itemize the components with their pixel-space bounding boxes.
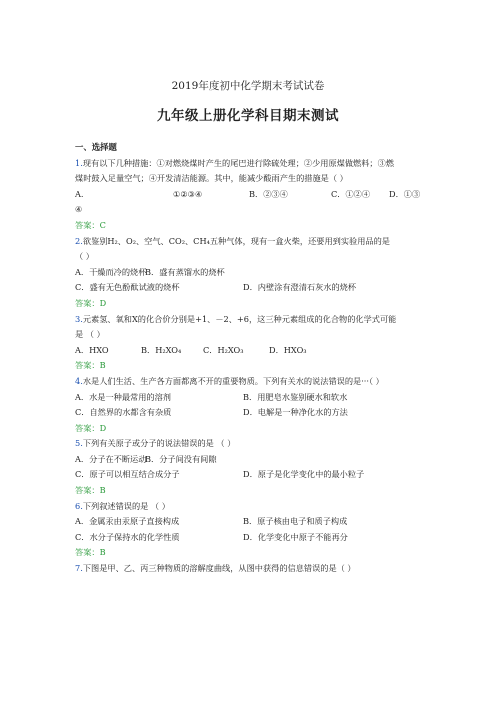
option-b: B．盛有蒸馏水的烧杯 — [145, 266, 225, 277]
options-row — [75, 467, 435, 483]
answer: 答案：D — [75, 422, 107, 433]
option-b: B．分子间没有间隙 — [145, 453, 217, 464]
option-d: D．内壁涂有澄清石灰水的烧杯 — [243, 282, 357, 293]
option-d: D．HXO₃ — [269, 344, 307, 355]
question-text: （ ） — [75, 251, 94, 262]
option-c: C．自然界的水都含有杂质 — [75, 407, 172, 418]
question-text: 下列有关原子或分子的说法错误的是 （ ） — [82, 438, 236, 449]
question-4 — [75, 374, 435, 436]
option-a: A．HXO — [75, 344, 109, 355]
option-a-text: ①②③④ — [173, 188, 203, 199]
option-b: B．原子核由电子和质子构成 — [243, 516, 348, 527]
option-a: A．水是一种最常用的溶剂 — [75, 391, 171, 402]
options-row — [75, 405, 435, 421]
options-row — [75, 452, 435, 468]
option-d-continued: ④ — [75, 204, 83, 215]
question-5 — [75, 436, 435, 498]
question-number: 2. — [75, 235, 83, 246]
option-c: C．①②④ — [331, 188, 371, 199]
option-a: A. — [75, 188, 84, 199]
question-number: 7. — [75, 563, 83, 574]
question-text: 是 （ ） — [75, 329, 105, 340]
answer: 答案：B — [75, 360, 106, 371]
question-3 — [75, 312, 435, 374]
question-text: 元素氢、氧和X的化合价分别是+1、－2、+6，这三种元素组成的化合物的化学式可能 — [82, 313, 397, 324]
options-row — [75, 265, 435, 281]
option-c: C．H₂XO₃ — [203, 344, 244, 355]
question-number: 6. — [75, 500, 83, 511]
question-number: 1. — [75, 157, 83, 168]
question-text: 现有以下几种措施：①对燃烧煤时产生的尾巴进行除硫处理；②少用原煤做燃料；③燃 — [82, 157, 394, 168]
option-d: D．电解是一种净化水的方法 — [243, 407, 348, 418]
question-7 — [75, 561, 435, 577]
question-number: 5. — [75, 438, 83, 449]
option-d: D．①③ — [389, 188, 421, 199]
question-text: 水是人们生活、生产各方面都离不开的重要物质。下列有关水的说法错误的是···（ ） — [82, 375, 384, 386]
section-heading: 一、选择题 — [75, 142, 117, 152]
option-c: C．水分子保持水的化学性质 — [75, 531, 180, 542]
question-list — [75, 140, 435, 577]
options-row — [75, 390, 435, 406]
options-row — [75, 514, 435, 530]
option-c: C．原子可以相互结合成分子 — [75, 469, 180, 480]
answer: 答案：B — [75, 547, 106, 558]
option-b: B．H₂XO₄ — [141, 344, 182, 355]
options-row — [75, 343, 435, 359]
option-a: A．分子在不断运动 — [75, 453, 147, 464]
question-text: 下列叙述错误的是 （ ） — [82, 500, 170, 511]
exam-title: 九年级上册化学科目期末测试 — [157, 108, 339, 124]
option-b: B．用肥皂水鉴别硬水和软水 — [243, 391, 348, 402]
options-row — [75, 530, 435, 546]
question-6 — [75, 499, 435, 561]
answer: 答案：B — [75, 485, 106, 496]
question-text: 煤时鼓入足量空气；④开发清洁能源。其中，能减少酸雨产生的措施是（ ） — [75, 173, 348, 184]
option-a: A．干燥而冷的烧杯 — [75, 266, 147, 277]
answer: 答案：D — [75, 297, 107, 308]
question-1 — [75, 156, 435, 234]
question-number: 4. — [75, 375, 83, 386]
option-d: D．化学变化中原子不能再分 — [243, 531, 348, 542]
option-d: D．原子是化学变化中的最小粒子 — [243, 469, 365, 480]
option-b: B．②③④ — [249, 188, 288, 199]
option-a: A．金属汞由汞原子直接构成 — [75, 516, 180, 527]
question-number: 3. — [75, 313, 83, 324]
answer: 答案：C — [75, 219, 106, 230]
question-text: 下图是甲、乙、丙三种物质的溶解度曲线，从图中获得的信息错误的是（ ） — [82, 563, 356, 574]
exam-subtitle: 2019年度初中化学期末考试试卷 — [171, 80, 325, 92]
question-2 — [75, 234, 435, 312]
options-row — [75, 187, 435, 203]
question-text: 欲鉴别H₂、O₂、空气、CO₂、CH₄五种气体，现有一盒火柴，还要用到实验用品的是 — [82, 235, 390, 246]
options-row — [75, 280, 435, 296]
option-c: C．盛有无色酚酞试液的烧杯 — [75, 282, 180, 293]
